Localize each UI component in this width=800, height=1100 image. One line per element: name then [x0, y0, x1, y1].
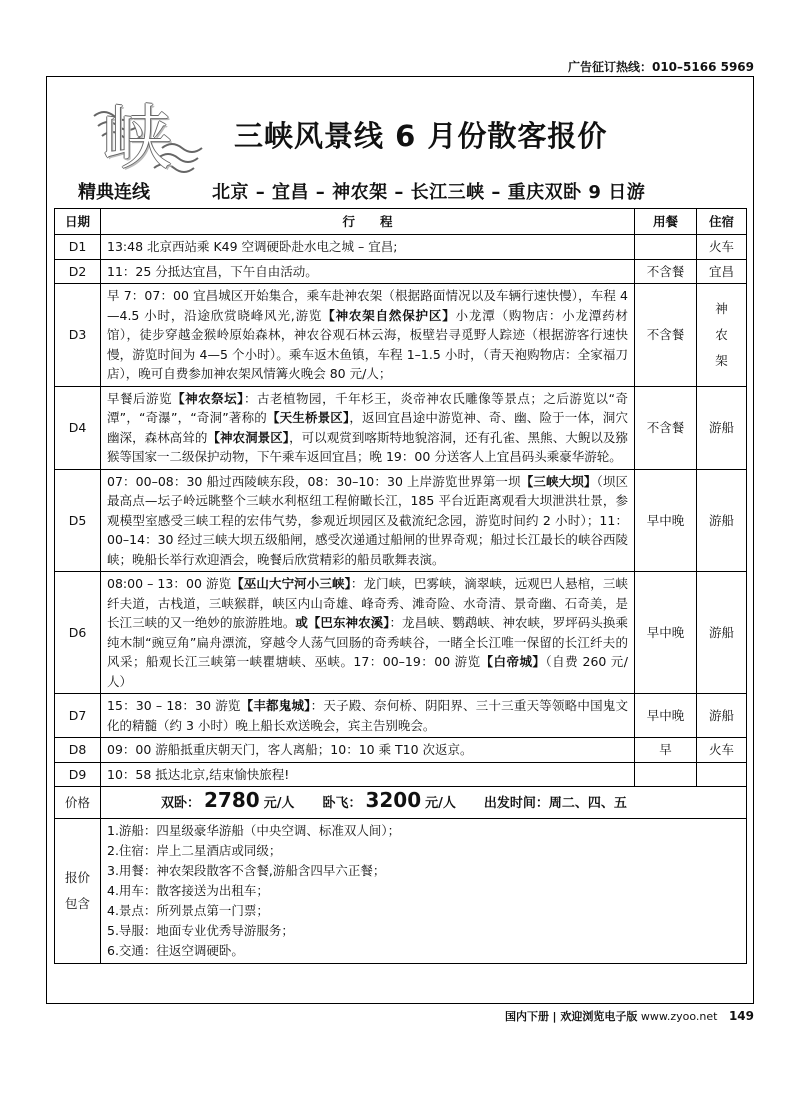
row-schedule [101, 738, 635, 763]
row-day: D8 [55, 738, 101, 763]
row-schedule [101, 284, 635, 387]
schedule-text: 11：25 分抵达宜昌，下午自由活动。 [107, 263, 318, 279]
schedule-text: 08:00 – 13：00 游览 [107, 576, 232, 591]
included-item: 5.导服：地面专业优秀导游服务； [107, 923, 294, 938]
included-item: 4.景点：所列景点第一门票； [107, 903, 269, 918]
row-schedule [101, 572, 635, 694]
schedule-text: ：龙昌峡、鹦鹉峡、神农峡，罗坪码头换乘纯木制“豌豆角”扁舟漂流，穿越令人荡气回肠的奇秀峡谷，一睹全长江唯一保留的长江纤夫的风采；船观长江三峡第一峡瞿塘峡、巫峡。17：00–19：00 游览 [107, 615, 628, 669]
included-item: 6.交通：往返空调硬卧。 [107, 943, 244, 958]
included-label: 报价包含 [55, 819, 101, 964]
highlight-attraction: 【三峡大坝】 [520, 473, 597, 489]
table-row [55, 694, 747, 738]
table-row [55, 762, 747, 787]
header-schedule: 行 程 [101, 209, 635, 235]
schedule-text: （自费 260 元/人） [107, 654, 628, 689]
table-row [55, 284, 747, 387]
row-day: D6 [55, 572, 101, 694]
row-stay: 游船 [697, 469, 747, 572]
row-meals: 不含餐 [635, 386, 697, 469]
table-row [55, 469, 747, 572]
schedule-text: ：古老植物园，千年杉王，炎帝神农氏雕像等景点；之后游览以“奇潭”，“奇瀑”，“奇洞”著称的 [107, 390, 628, 425]
route-title: 北京 – 宜昌 – 神农架 – 长江三峡 – 重庆双卧 9 日游 [212, 182, 646, 203]
table-row [55, 259, 747, 284]
gorge-logo [92, 86, 212, 178]
highlight-attraction: 【丰都鬼城】 [240, 698, 311, 713]
fly-label: 卧飞： [322, 796, 362, 812]
included-row [55, 819, 747, 964]
included-item: 1.游船：四星级豪华游船（中央空调、标准双人间）； [107, 823, 401, 838]
fly-unit: 元/人 [425, 796, 456, 812]
row-stay: 游船 [697, 572, 747, 694]
section-subhead: 精典连线 [78, 182, 150, 203]
highlight-attraction: 【天生桥景区】 [266, 410, 350, 425]
schedule-text: 07：00–08：30 船过西陵峡东段，08：30–10：30 上岸游览世界第一坝 [107, 473, 521, 489]
itinerary-body [55, 235, 747, 787]
schedule-text: 早餐后游览 [107, 390, 173, 406]
table-row [55, 738, 747, 763]
header-meals: 用餐 [635, 209, 697, 235]
table-header-row [55, 209, 747, 235]
schedule-text: 09：00 游船抵重庆朝天门，客人离船；10：10 乘 T10 次返京。 [107, 742, 473, 757]
row-schedule [101, 259, 635, 284]
highlight-attraction: 【神农祭坛】 [172, 390, 244, 406]
schedule-text: ：龙门峡，巴雾峡，滴翠峡，远观巴人悬棺，三峡纤夫道，古栈道，三峡猴群，峡区内山奇雄、峰奇秀、滩奇险、水奇清、景奇幽、石奇美，是长江三峡的又一绝妙的旅游胜地。 [107, 576, 628, 630]
table-row [55, 572, 747, 694]
row-meals: 不含餐 [635, 284, 697, 387]
fly-price: 3200 [365, 788, 422, 813]
table-row [55, 235, 747, 260]
hard-sleeper-unit: 元/人 [263, 796, 295, 812]
schedule-text: ：天子殿、奈何桥、阴阳界、三十三重天等领略中国鬼文化的精髓（约 3 小时）晚上船长欢送晚会，宾主告别晚会。 [107, 698, 628, 733]
row-day: D5 [55, 469, 101, 572]
price-label: 价格 [55, 787, 101, 819]
schedule-text: 小龙潭（购物店：小龙潭药材馆），徒步穿越金猴岭原始森林，神农谷观石林云海，板壁岩寻觅野人踪迹（根据游客行速快慢，游览时间为 4—5 个小时）。乘车返木鱼镇，车程 1–1.5 小时，（青天袍购物店：全家福刀店），晚可自费参加神农架风情篝火晚会 80 元/人； [107, 307, 628, 381]
table-row [55, 386, 747, 469]
row-stay [697, 762, 747, 787]
row-day: D4 [55, 386, 101, 469]
page-number: 149 [728, 1009, 754, 1023]
row-meals [635, 235, 697, 260]
schedule-text: 13:48 北京西站乘 K49 空调硬卧赴水电之城 – 宜昌; [107, 239, 398, 254]
included-list [101, 819, 747, 964]
footer-section: 国内下册 [505, 1010, 549, 1023]
page-title: 三峡风景线 6 月份散客报价 [234, 119, 608, 153]
hard-sleeper-label: 双卧： [161, 796, 201, 812]
row-stay: 宜昌 [697, 259, 747, 284]
highlight-attraction: 【神农洞景区】 [207, 429, 290, 445]
row-schedule [101, 469, 635, 572]
page-footer: 国内下册 | 欢迎浏览电子版 www.zyoo.net 149 [505, 1009, 754, 1023]
highlight-attraction: 【白帝城】 [480, 654, 546, 669]
highlight-attraction: 【神农架自然保护区】 [322, 307, 456, 323]
row-schedule [101, 694, 635, 738]
ad-hotline: 广告征订热线：010–5166 5969 [567, 60, 754, 74]
row-meals [635, 762, 697, 787]
row-stay: 游船 [697, 386, 747, 469]
price-cell [101, 787, 747, 819]
row-day: D7 [55, 694, 101, 738]
schedule-text: ，可以观赏到喀斯特地貌溶洞，还有孔雀、黑熊、大鲵以及猕猴等国家一二级保护动物，下午乘车返回宜昌；晚 19：00 分送客人上宜昌码头乘豪华游轮。 [107, 429, 628, 464]
row-day: D9 [55, 762, 101, 787]
row-schedule [101, 762, 635, 787]
schedule-text: 早 7：07：00 宜昌城区开始集合，乘车赴神农架（根据路面情况以及车辆行速快慢），车程 4—4.5 小时，沿途欣赏晓峰风光,游览 [107, 288, 628, 323]
departure-days: 出发时间：周二、四、五 [483, 796, 627, 812]
row-day: D3 [55, 284, 101, 387]
row-stay: 火车 [697, 738, 747, 763]
price-row [55, 787, 747, 819]
row-day: D1 [55, 235, 101, 260]
logo-character: 峡 [102, 97, 172, 179]
row-stay: 神农架 [697, 284, 747, 387]
header-stay: 住宿 [697, 209, 747, 235]
highlight-attraction: 【巫山大宁河小三峡】 [231, 576, 351, 591]
row-meals: 早中晚 [635, 572, 697, 694]
row-stay: 游船 [697, 694, 747, 738]
row-meals: 早中晚 [635, 469, 697, 572]
row-stay: 火车 [697, 235, 747, 260]
schedule-text: 15：30 – 18：30 游览 [107, 698, 241, 713]
row-day: D2 [55, 259, 101, 284]
header-day: 日期 [55, 209, 101, 235]
itinerary-table [54, 208, 747, 964]
row-schedule [101, 386, 635, 469]
included-item: 2.住宿：岸上二星酒店或同级； [107, 843, 282, 858]
included-item: 4.用车：散客接送为出租车； [107, 883, 269, 898]
schedule-text: 10：58 抵达北京,结束愉快旅程! [107, 766, 290, 782]
row-meals: 早中晚 [635, 694, 697, 738]
row-meals: 不含餐 [635, 259, 697, 284]
row-schedule [101, 235, 635, 260]
hard-sleeper-price: 2780 [204, 788, 260, 813]
schedule-text: （坝区最高点—坛子岭远眺整个三峡水利枢纽工程俯瞰长江，185 平台近距离观看大坝泄洪壮景，参观模型室感受三峡工程的宏伟气势，参观近坝园区及截流纪念园，游览时间约 2 小时）；11：00–14：30 经过三峡大坝五级船闸，感受次递通过船闸的世界奇观；船过长江最长的峡谷西陵峡；晚船长举行欢迎酒会，晚餐后欣赏精彩的船员歌舞表演。 [107, 473, 628, 567]
footer-slogan: 欢迎浏览电子版 [560, 1010, 638, 1023]
highlight-attraction: 或【巴东神农溪】 [295, 615, 390, 630]
row-meals: 早 [635, 738, 697, 763]
included-item: 3.用餐：神农架段散客不含餐,游船含四早六正餐； [107, 863, 386, 878]
schedule-text: ，返回宜昌途中游览神、奇、幽、险于一体，洞穴幽深，森林高耸的 [107, 410, 628, 445]
footer-url: www.zyoo.net [640, 1010, 718, 1023]
